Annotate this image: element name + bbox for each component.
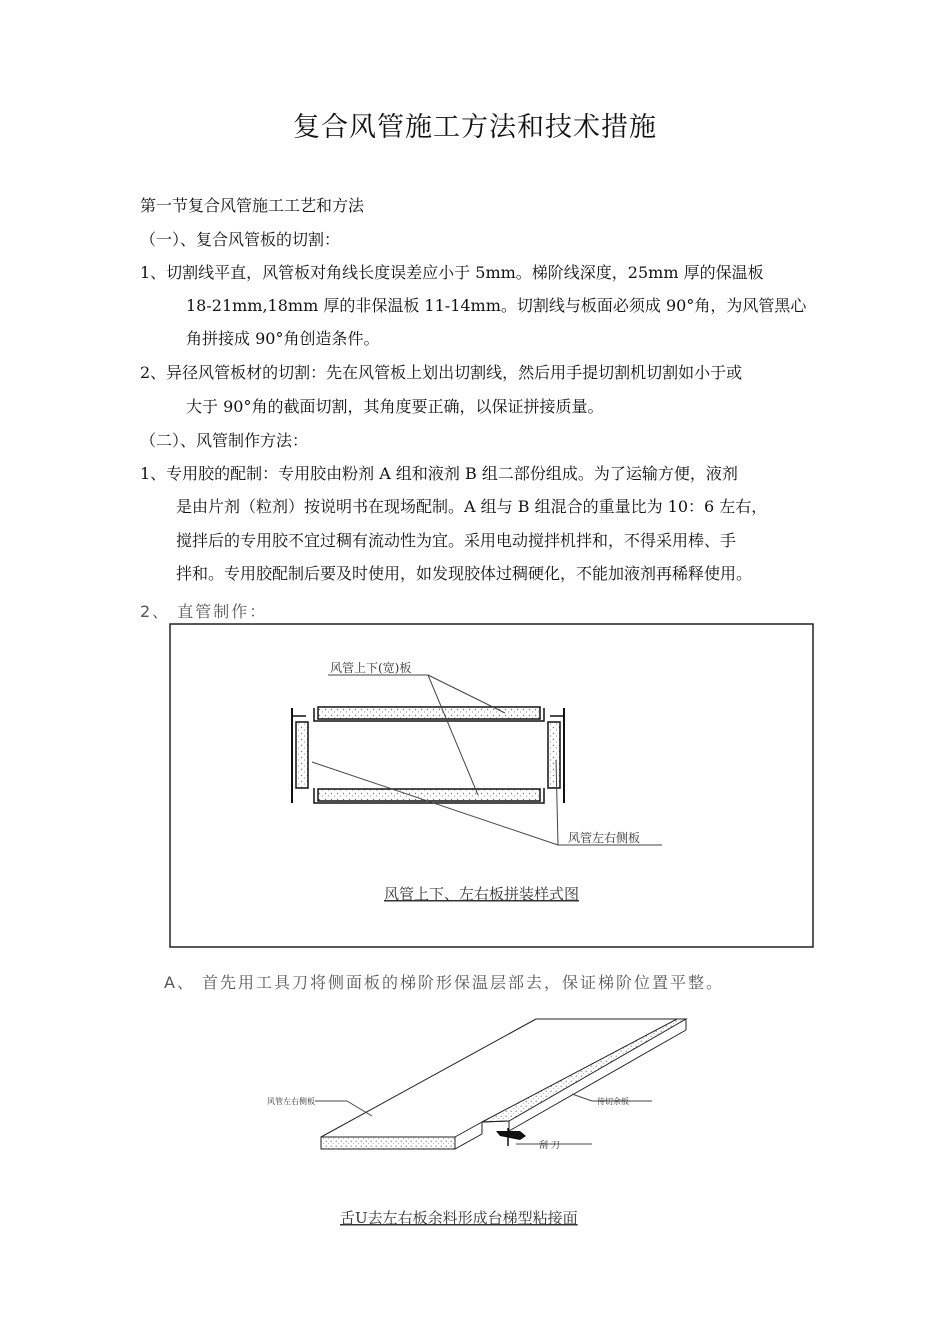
item3-line4: 拌和。专用胶配制后要及时使用，如发现胶体过稠硬化，不能加液剂再稀释使用。 [176, 564, 753, 583]
label-top-board: 风管上下(宽)板 [330, 661, 412, 675]
item3-line2: 是由片剂（粒剂）按说明书在现场配制。A 组与 B 组混合的重量比为 10：6 左右， [176, 497, 768, 516]
section-heading: 第一节复合风管施工工艺和方法 [140, 196, 365, 215]
label-waste-board: 待切余板 [597, 1097, 629, 1106]
label-knife: 刮 刀 [539, 1141, 560, 1151]
figure2-caption: 舌U去左右板余料形成台梯型粘接面 [340, 1209, 578, 1227]
item1-line1: 1、切割线平直，风管板对角线长度误差应小于 5mm。梯阶线深度，25mm 厚的保温板 [140, 263, 764, 282]
item4-heading: 2、 直管制作： [140, 602, 268, 621]
subsection-making: （二）、风管制作方法： [140, 431, 309, 450]
item2-line1: 2、异径风管板材的切割：先在风管板上划出切割线，然后用手提切割机切割如小于或 [140, 363, 743, 382]
board-front-thickness [321, 1137, 455, 1149]
subsection-cutting: （一）、复合风管板的切割： [140, 230, 341, 249]
scraper-knife-icon [496, 1128, 526, 1146]
item2-line2: 大于 90°角的截面切割，其角度要正确，以保证拼接质量。 [186, 397, 604, 416]
item3-line3: 搅拌后的专用胶不宜过稠有流动性为宜。采用电动搅拌机拌和，不得采用棒、手 [176, 531, 737, 550]
item1-line2: 18-21mm,18mm 厚的非保温板 11-14mm。切割线与板面必须成 90°角，为风管黑心 [186, 296, 807, 315]
figure1-caption: 风管上下、左右板拼装样式图 [384, 885, 580, 903]
step-a-text: A、 首先用工具刀将侧面板的梯阶形保温层部去，保证梯阶位置平整。 [164, 973, 725, 992]
item3-line1: 1、专用胶的配制：专用胶由粉剂 A 组和液剂 B 组二部份组成。为了运输方便，液剂 [140, 464, 738, 483]
waste-strip [482, 1019, 686, 1122]
page-title: 复合风管施工方法和技术措施 [293, 112, 657, 143]
label-side-board-2: 风管左右侧板 [267, 1097, 315, 1106]
item1-line3: 角拼接成 90°角创造条件。 [186, 329, 380, 348]
label-side-board: 风管左右侧板 [568, 831, 641, 845]
